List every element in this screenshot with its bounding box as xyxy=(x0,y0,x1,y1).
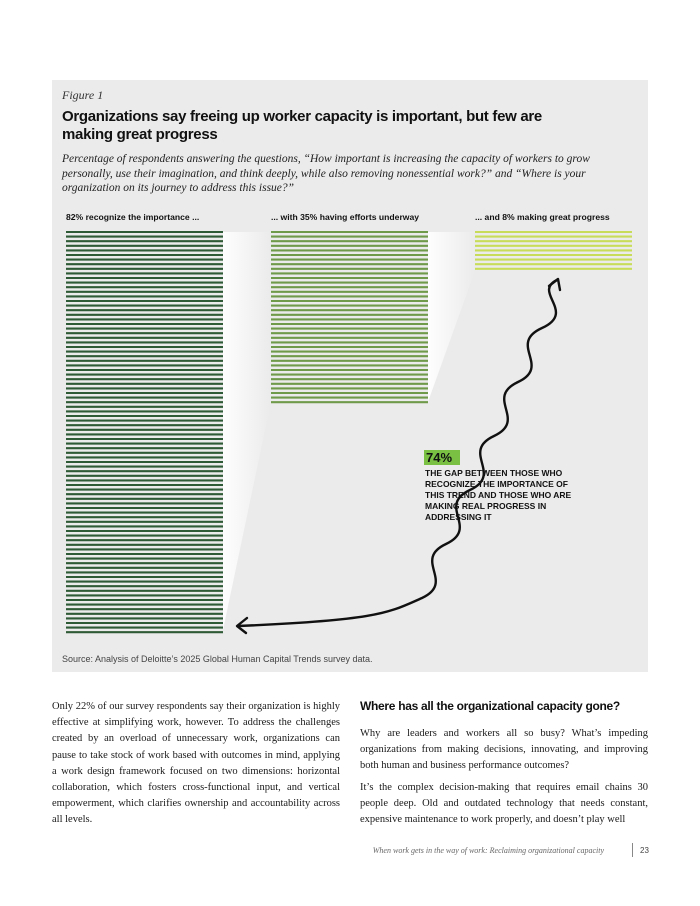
figure-subtitle: Percentage of respondents answering the questions, “How important is increasing the capacity of workers to grow personally, use their imagination, and think deeply, while also removing nonessential work?” and “Where is your organization on its journey to address this issue?” xyxy=(62,153,590,194)
page-number: 23 xyxy=(640,846,649,855)
bar-2 xyxy=(271,232,428,402)
figure-title: Organizations say freeing up worker capacity is important, but few are making great progress xyxy=(62,108,542,143)
article-paragraph-right-2: It’s the complex decision-making that requires email chains 30 people deep. Old and outdated technology that needs constant, expensive maintenance to work properly, and doesn’t play well xyxy=(360,782,648,826)
article-paragraph-left: Only 22% of our survey respondents say their organization is highly effective at simplifying work, however. To address the challenges created by an overload of unnecessary work, organizations can pause to take stock of work based with outcomes in mind, applying a work design framework focused on two dimensions: horizontal collaboration, which fosters cross-functional input, and vertical empowerment, which clarifies ownership and accountability across all levels. xyxy=(52,701,340,826)
category-label-2: ... with 35% having efforts underway xyxy=(271,212,420,222)
annotation-value: 74% xyxy=(426,450,453,465)
category-label-1: 82% recognize the importance ... xyxy=(66,212,200,222)
connector-fade-1 xyxy=(223,232,271,630)
bar-3 xyxy=(475,232,632,269)
annotation-text: THE GAP BETWEEN THOSE WHO RECOGNIZE THE IMPORTANCE OF THIS TREND AND THOSE WHO ARE MAKING REAL PROGRESS IN ADDRESSING IT xyxy=(425,468,572,522)
chart xyxy=(52,200,648,650)
article-paragraph-right-1: Why are leaders and workers all so busy? What’s impeding organizations from making decisions, innovating, and improving both human and business performance outcomes? xyxy=(360,728,648,772)
bar-1 xyxy=(66,232,223,632)
wavy-arrow xyxy=(238,280,557,626)
figure-label: Figure 1 xyxy=(62,88,104,102)
section-heading: Where has all the organizational capacity gone? xyxy=(360,699,620,713)
arrowhead-top xyxy=(549,279,560,290)
footer-running-title: When work gets in the way of work: Reclaiming organizational capacity xyxy=(372,846,604,855)
category-label-3: ... and 8% making great progress xyxy=(475,212,610,222)
figure-source: Source: Analysis of Deloitte’s 2025 Global Human Capital Trends survey data. xyxy=(62,654,373,664)
footer-divider xyxy=(632,843,633,857)
connector-fade-2 xyxy=(428,232,475,402)
